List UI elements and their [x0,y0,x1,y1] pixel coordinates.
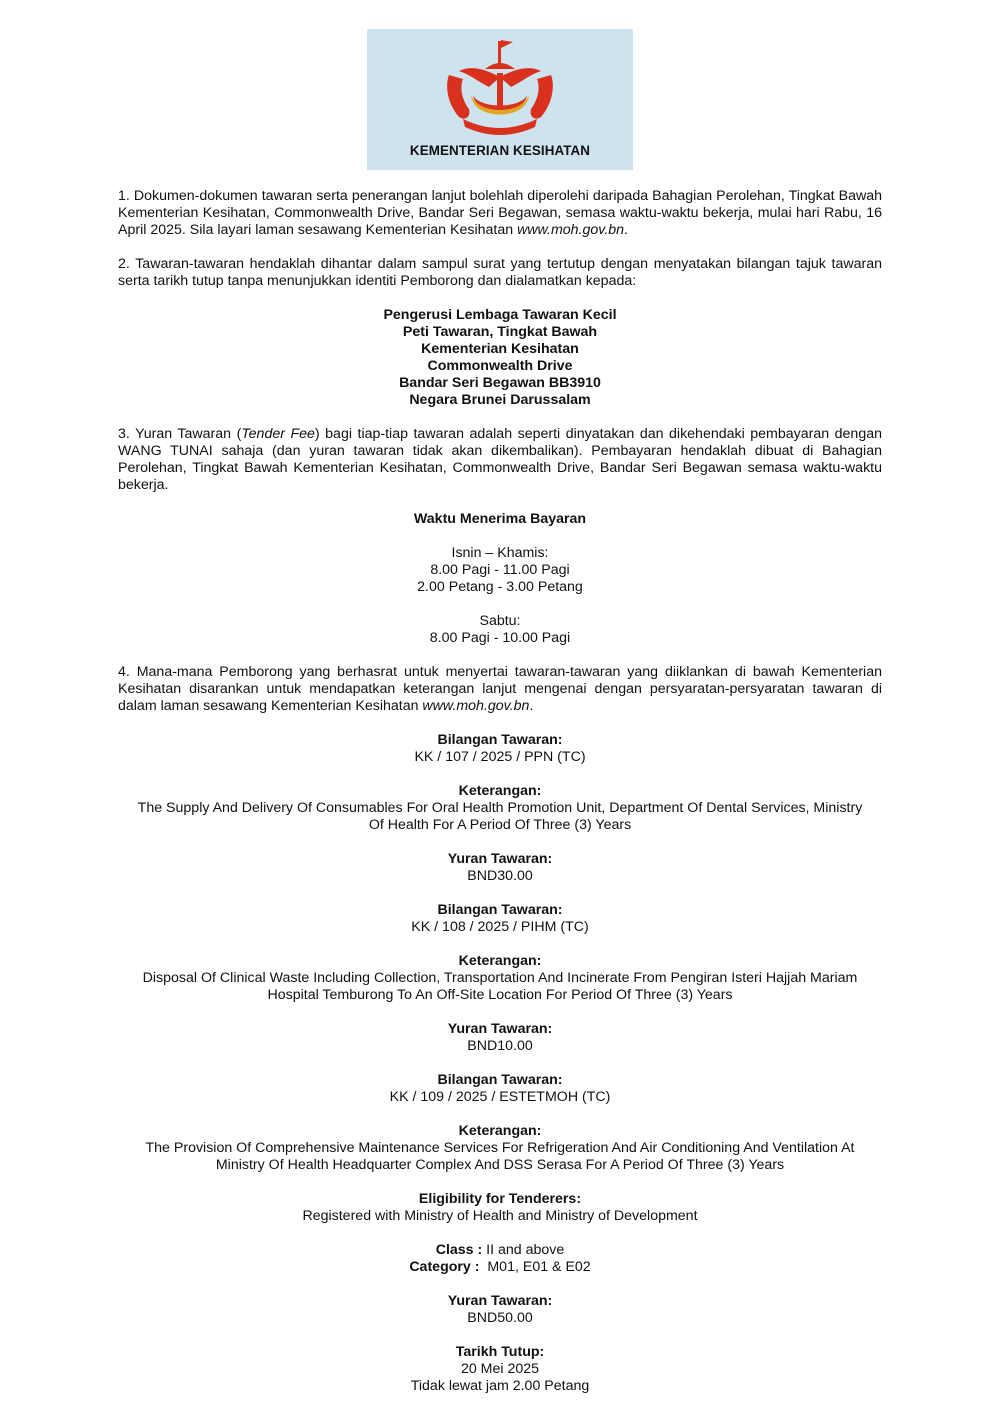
tender-number: KK / 109 / 2025 / ESTETMOH (TC) [389,1089,611,1105]
tender-fee: BND30.00 [467,868,533,884]
address-line: Peti Tawaran, Tingkat Bawah [402,324,598,340]
address-line: Negara Brunei Darussalam [409,392,591,408]
paragraph-2: 2. Tawaran-tawaran hendaklah dihantar dalam sampul surat yang tertutup dengan menyatakan bilangan tajuk tawaran serta tarikh tutup tanpa menunjukkan identiti Pemborong dan dialamatkan kepada: [118,256,882,289]
address-line: Bandar Seri Begawan BB3910 [399,375,601,391]
tender-description-label: Keterangan: [458,1123,542,1139]
weekday-slot-1: 8.00 Pagi - 11.00 Pagi [430,562,570,578]
tender-number: KK / 108 / 2025 / PIHM (TC) [411,919,589,935]
tender-entry [118,902,882,1055]
address-line: Commonwealth Drive [427,358,573,374]
website-link[interactable]: www.moh.gov.bn [422,698,530,714]
tender-number-label: Bilangan Tawaran: [437,902,563,918]
class-line: Class : II and above [435,1242,565,1258]
tender-entry [118,1072,882,1327]
crest-right-hand [531,75,553,119]
saturday-slot: 8.00 Pagi - 10.00 Pagi [429,630,571,646]
tender-number: KK / 107 / 2025 / PPN (TC) [414,749,586,765]
tender-notice [118,188,882,1395]
address-line: Pengerusi Lembaga Tawaran Kecil [383,307,617,323]
weekday-slot-2: 2.00 Petang - 3.00 Petang [417,579,583,595]
crest-umbrella [485,63,515,69]
tender-description: Hospital Temburong To An Off-Site Location For Period Of Three (3) Years [267,987,733,1003]
tender-description: Ministry Of Health Headquarter Complex And DSS Serasa For A Period Of Three (3) Years [215,1157,785,1173]
website-link[interactable]: www.moh.gov.bn [517,222,625,238]
ministry-logo [367,29,633,170]
tender-description: The Supply And Delivery Of Consumables For Oral Health Promotion Unit, Department Of Dental Services, Ministry [137,800,863,816]
paragraph-3: 3. Yuran Tawaran (Tender Fee) bagi tiap-tiap tawaran adalah seperti dinyatakan dan dikehendaki pembayaran dengan WANG TUNAI sahaja (dan yuran tawaran tidak akan dikembalikan). Pembayaran hendaklah dibuat di Bahagian Perolehan, Tingkat Bawah Kementerian Kesihatan, Commonwealth Drive, Bandar Seri Begawan semasa waktu-waktu bekerja. [118,426,882,493]
category-line: Category : M01, E01 & E02 [409,1259,591,1275]
tender-fee: BND50.00 [467,1310,533,1326]
address-line: Kementerian Kesihatan [421,341,579,357]
paragraph-4: 4. Mana-mana Pemborong yang berhasrat untuk menyertai tawaran-tawaran yang diiklankan di bawah Kementerian Kesihatan disarankan untuk mendapatkan keterangan lanjut mengenai dengan persyaratan-persyaratan tawaran di dalam laman sesawang Kementerian Kesihatan www.moh.gov.bn. [118,664,882,714]
tender-fee: BND10.00 [467,1038,533,1054]
closing-date: 20 Mei 2025 [460,1361,540,1377]
tender-number-label: Bilangan Tawaran: [437,1072,563,1088]
crest-ribbon [463,119,537,135]
crest-right-wing [500,68,541,87]
tender-description-label: Keterangan: [458,783,542,799]
tender-entry [118,732,882,885]
tender-number-label: Bilangan Tawaran: [437,732,563,748]
tender-description: Of Health For A Period Of Three (3) Years [368,817,632,833]
saturday-label: Sabtu: [479,613,521,629]
payment-heading: Waktu Menerima Bayaran [413,511,587,527]
tender-fee-label: Yuran Tawaran: [447,1021,553,1037]
paragraph-1: 1. Dokumen-dokumen tawaran serta penerangan lanjut bolehlah diperolehi daripada Bahagian Perolehan, Tingkat Bawah Kementerian Kesihatan, Commonwealth Drive, Bandar Seri Begawan, semasa waktu-waktu bekerja, mulai hari Rabu, 16 April 2025. Sila layari laman sesawang Kementerian Kesihatan www.moh.gov.bn. [118,188,882,238]
tender-description: The Provision Of Comprehensive Maintenance Services For Refrigeration And Air Conditioning And Ventilation At [145,1140,855,1156]
closing-time: Tidak lewat jam 2.00 Petang [410,1378,590,1394]
tender-fee-label: Yuran Tawaran: [447,851,553,867]
tender-description-label: Keterangan: [458,953,542,969]
tender-fee-label: Yuran Tawaran: [447,1293,553,1309]
logo-caption: KEMENTERIAN KESIHATAN [409,143,591,158]
closing-date-label: Tarikh Tutup: [455,1344,545,1360]
crest-flag [501,40,513,48]
weekday-label: Isnin – Khamis: [451,545,549,561]
crest-left-wing [459,68,500,87]
eligibility-heading: Eligibility for Tenderers: [418,1191,582,1207]
eligibility-text: Registered with Ministry of Health and Ministry of Development [302,1208,698,1224]
crest-left-hand [447,75,469,119]
address-block [118,307,882,409]
tender-description: Disposal Of Clinical Waste Including Collection, Transportation And Incinerate From Pengiran Isteri Hajjah Mariam [142,970,858,986]
